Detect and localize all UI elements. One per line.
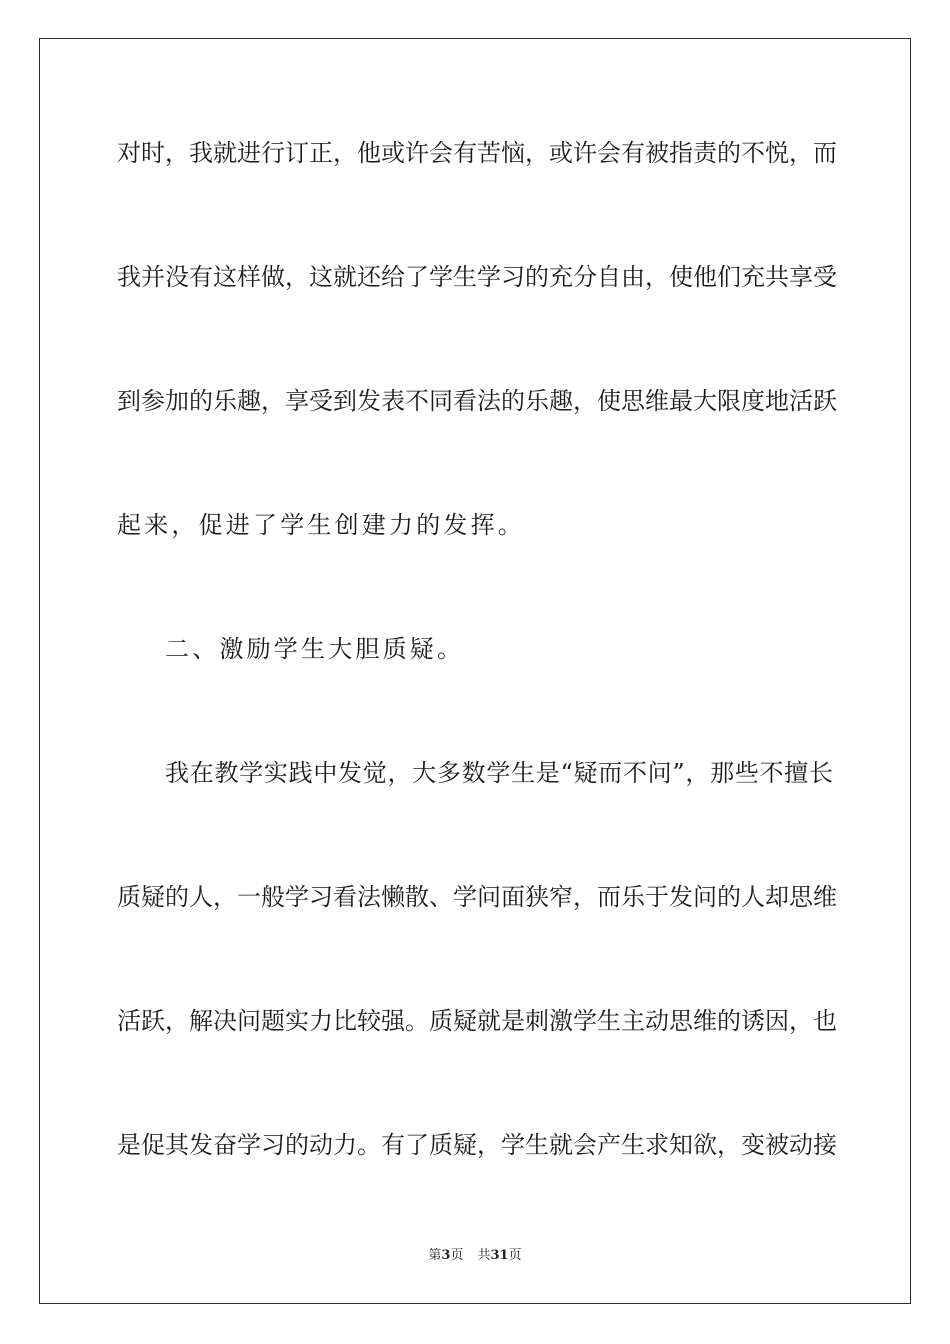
total-label-prefix: 共 (477, 1248, 491, 1263)
section-heading: 二、激励学生大胆质疑。 (165, 635, 465, 663)
body-text-line: 起来，促进了学生创建力的发挥。 (117, 511, 525, 539)
body-text-line: 是促其发奋学习的动力。有了质疑，学生就会产生求知欲，变被动接 (117, 1131, 837, 1159)
body-text-line: 活跃，解决问题实力比较强。质疑就是刺激学生主动思维的诱因，也 (117, 1007, 837, 1035)
body-text-line: 我并没有这样做，这就还给了学生学习的充分自由，使他们充共享受 (117, 263, 837, 291)
paragraph-first-line: 我在教学实践中发觉，大多数学生是“疑而不问”，那些不擅长 (165, 759, 833, 787)
total-label-suffix: 页 (508, 1248, 522, 1263)
page-label-prefix: 第 (428, 1248, 442, 1263)
page-label-suffix: 页 (450, 1248, 464, 1263)
page-number: 3 (441, 1248, 451, 1263)
body-text-line: 质疑的人，一般学习看法懒散、学问面狭窄，而乐于发问的人却思维 (117, 883, 837, 911)
page-footer (0, 1248, 950, 1264)
total-pages: 31 (490, 1248, 509, 1263)
body-text-line: 到参加的乐趣，享受到发表不同看法的乐趣，使思维最大限度地活跃 (117, 387, 837, 415)
body-text-line: 对时，我就进行订正，他或许会有苦恼，或许会有被指责的不悦，而 (117, 139, 837, 167)
page-border (39, 38, 911, 1304)
